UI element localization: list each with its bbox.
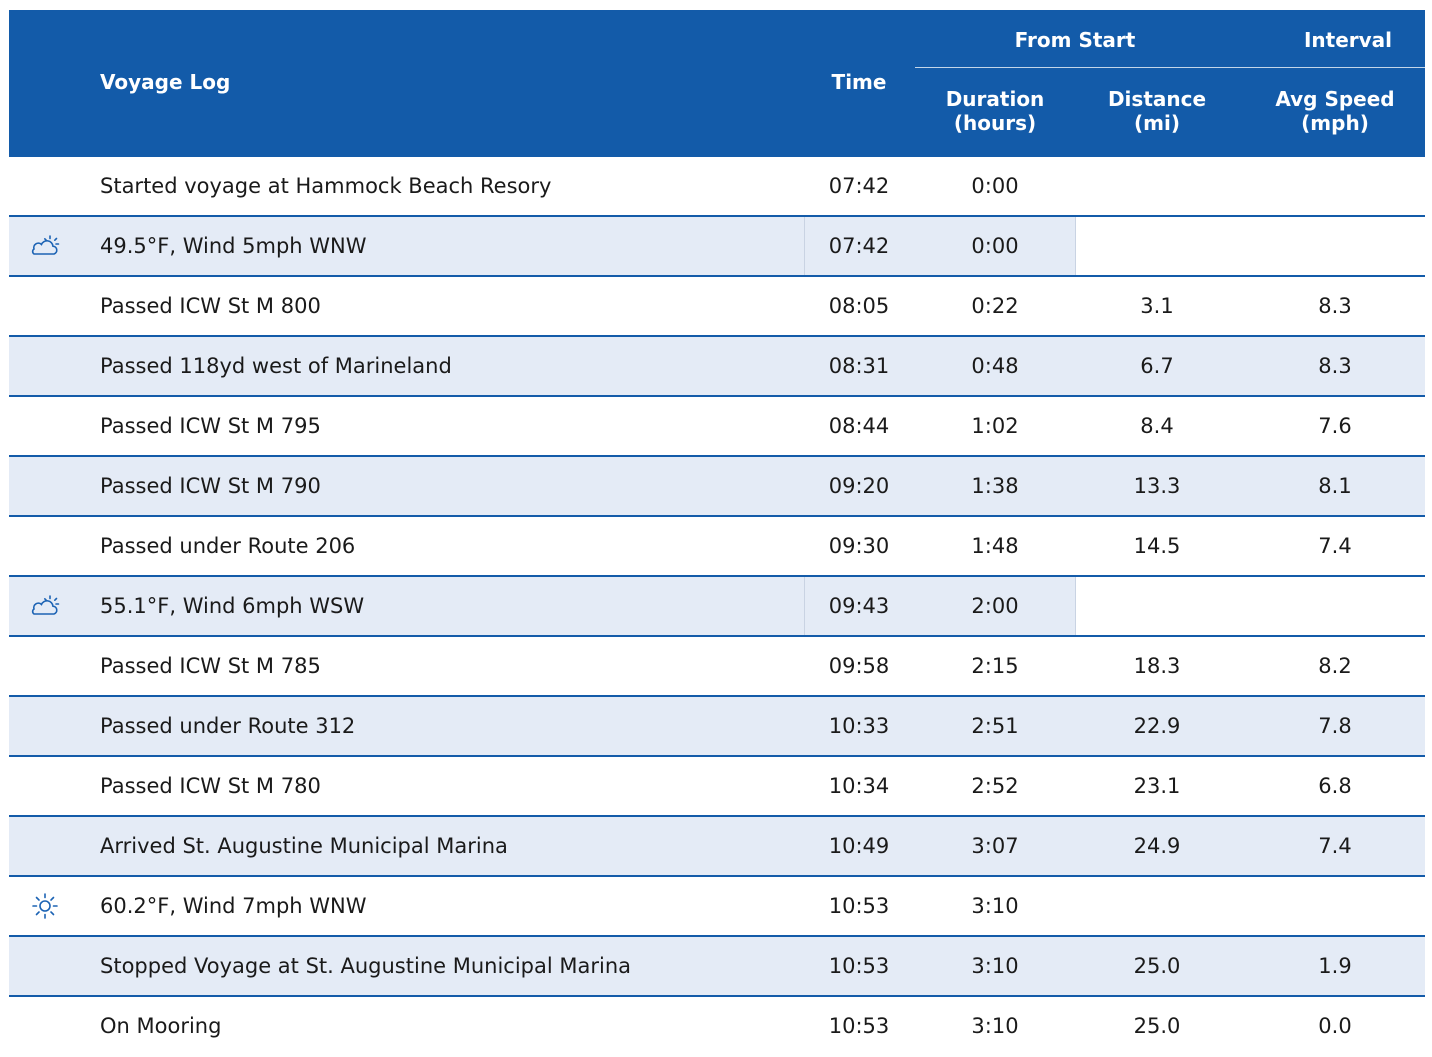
table-row: [9, 697, 1425, 757]
table-row: [9, 457, 1425, 517]
header-duration: Duration (hours): [945, 87, 1045, 135]
header-time: Time: [831, 70, 887, 94]
row-label: 60.2°F, Wind 7mph WNW: [100, 894, 367, 918]
row-label: Stopped Voyage at St. Augustine Municipal Marina: [100, 954, 632, 978]
row-time: 08:31: [828, 354, 890, 378]
row-label: Passed ICW St M 800: [100, 294, 321, 318]
row-avg-speed: 7.4: [1318, 834, 1352, 858]
row-avg-speed: 8.1: [1318, 474, 1352, 498]
row-avg-speed: 6.8: [1318, 774, 1352, 798]
row-label: 55.1°F, Wind 6mph WSW: [100, 594, 365, 618]
table-body: [9, 157, 1425, 1055]
row-label: 49.5°F, Wind 5mph WNW: [100, 234, 367, 258]
row-duration: 1:38: [971, 474, 1019, 498]
table-row: [9, 277, 1425, 337]
row-distance: 18.3: [1133, 654, 1181, 678]
row-avg-speed: 8.3: [1318, 294, 1352, 318]
row-label: Passed ICW St M 795: [100, 414, 321, 438]
row-duration: 1:48: [971, 534, 1019, 558]
row-label: Passed ICW St M 780: [100, 774, 321, 798]
partly-cloudy-icon: [27, 577, 63, 635]
table-header: [9, 10, 1425, 157]
row-time: 10:53: [828, 954, 890, 978]
row-duration: 3:10: [971, 894, 1019, 918]
row-avg-speed: 8.3: [1318, 354, 1352, 378]
table-row: [9, 757, 1425, 817]
header-voyage-log: Voyage Log: [100, 70, 231, 94]
row-avg-speed: 7.4: [1318, 534, 1352, 558]
row-label: Passed 118yd west of Marineland: [100, 354, 452, 378]
row-time: 10:33: [828, 714, 890, 738]
row-duration: 0:48: [971, 354, 1019, 378]
row-duration: 2:00: [971, 594, 1019, 618]
row-distance: 23.1: [1133, 774, 1181, 798]
row-distance: 13.3: [1133, 474, 1181, 498]
row-avg-speed: [1245, 577, 1425, 635]
row-time: 08:05: [828, 294, 890, 318]
row-duration: 2:52: [971, 774, 1019, 798]
row-distance: 22.9: [1133, 714, 1181, 738]
row-label: Passed under Route 206: [100, 534, 356, 558]
row-distance: [1079, 157, 1235, 215]
row-avg-speed: 1.9: [1318, 954, 1352, 978]
row-time: 10:53: [828, 894, 890, 918]
row-time: 09:20: [828, 474, 890, 498]
row-avg-speed: [1245, 217, 1425, 275]
row-avg-speed: 8.2: [1318, 654, 1352, 678]
row-time: 09:58: [828, 654, 890, 678]
row-duration: 2:51: [971, 714, 1019, 738]
row-distance: 6.7: [1140, 354, 1174, 378]
row-distance: 14.5: [1133, 534, 1181, 558]
row-duration: 0:22: [971, 294, 1019, 318]
row-duration: 3:10: [971, 1014, 1019, 1038]
table-row: [9, 397, 1425, 457]
table-row: [9, 997, 1425, 1055]
row-distance: 25.0: [1133, 954, 1181, 978]
row-duration: 2:15: [971, 654, 1019, 678]
row-distance: [1079, 577, 1235, 635]
row-time: 10:49: [828, 834, 890, 858]
table-row: [9, 937, 1425, 997]
row-distance: [1079, 877, 1235, 935]
header-interval: Interval: [1303, 28, 1393, 52]
partly-cloudy-icon: [27, 217, 63, 275]
row-label: Passed ICW St M 790: [100, 474, 321, 498]
row-label: Started voyage at Hammock Beach Resory: [100, 174, 552, 198]
row-distance: 24.9: [1133, 834, 1181, 858]
sun-icon: [27, 877, 63, 935]
row-label: On Mooring: [100, 1014, 222, 1038]
header-avg-speed: Avg Speed (mph): [1275, 87, 1395, 135]
row-avg-speed: 7.8: [1318, 714, 1352, 738]
table-row: [9, 877, 1425, 937]
row-label: Arrived St. Augustine Municipal Marina: [100, 834, 508, 858]
voyage-log-table: [9, 10, 1425, 1055]
row-duration: 3:10: [971, 954, 1019, 978]
row-time: 07:42: [828, 234, 890, 258]
header-from-start: From Start: [1014, 28, 1136, 52]
row-time: 09:30: [828, 534, 890, 558]
row-time: 10:34: [828, 774, 890, 798]
table-row: [9, 577, 1425, 637]
row-time: 08:44: [828, 414, 890, 438]
table-row: [9, 337, 1425, 397]
row-time: 10:53: [828, 1014, 890, 1038]
table-row: [9, 217, 1425, 277]
row-label: Passed ICW St M 785: [100, 654, 321, 678]
row-distance: 3.1: [1140, 294, 1174, 318]
row-avg-speed: 0.0: [1318, 1014, 1352, 1038]
table-row: [9, 517, 1425, 577]
row-duration: 0:00: [971, 174, 1019, 198]
row-time: 07:42: [828, 174, 890, 198]
header-divider: [915, 67, 1425, 68]
row-distance: 8.4: [1140, 414, 1174, 438]
header-distance: Distance (mi): [1107, 87, 1207, 135]
row-duration: 1:02: [971, 414, 1019, 438]
row-duration: 0:00: [971, 234, 1019, 258]
row-label: Passed under Route 312: [100, 714, 356, 738]
table-row: [9, 637, 1425, 697]
row-distance: 25.0: [1133, 1014, 1181, 1038]
row-distance: [1079, 217, 1235, 275]
table-row: [9, 817, 1425, 877]
row-avg-speed: [1245, 157, 1425, 215]
row-avg-speed: [1245, 877, 1425, 935]
table-row: [9, 157, 1425, 217]
row-time: 09:43: [828, 594, 890, 618]
row-duration: 3:07: [971, 834, 1019, 858]
row-avg-speed: 7.6: [1318, 414, 1352, 438]
